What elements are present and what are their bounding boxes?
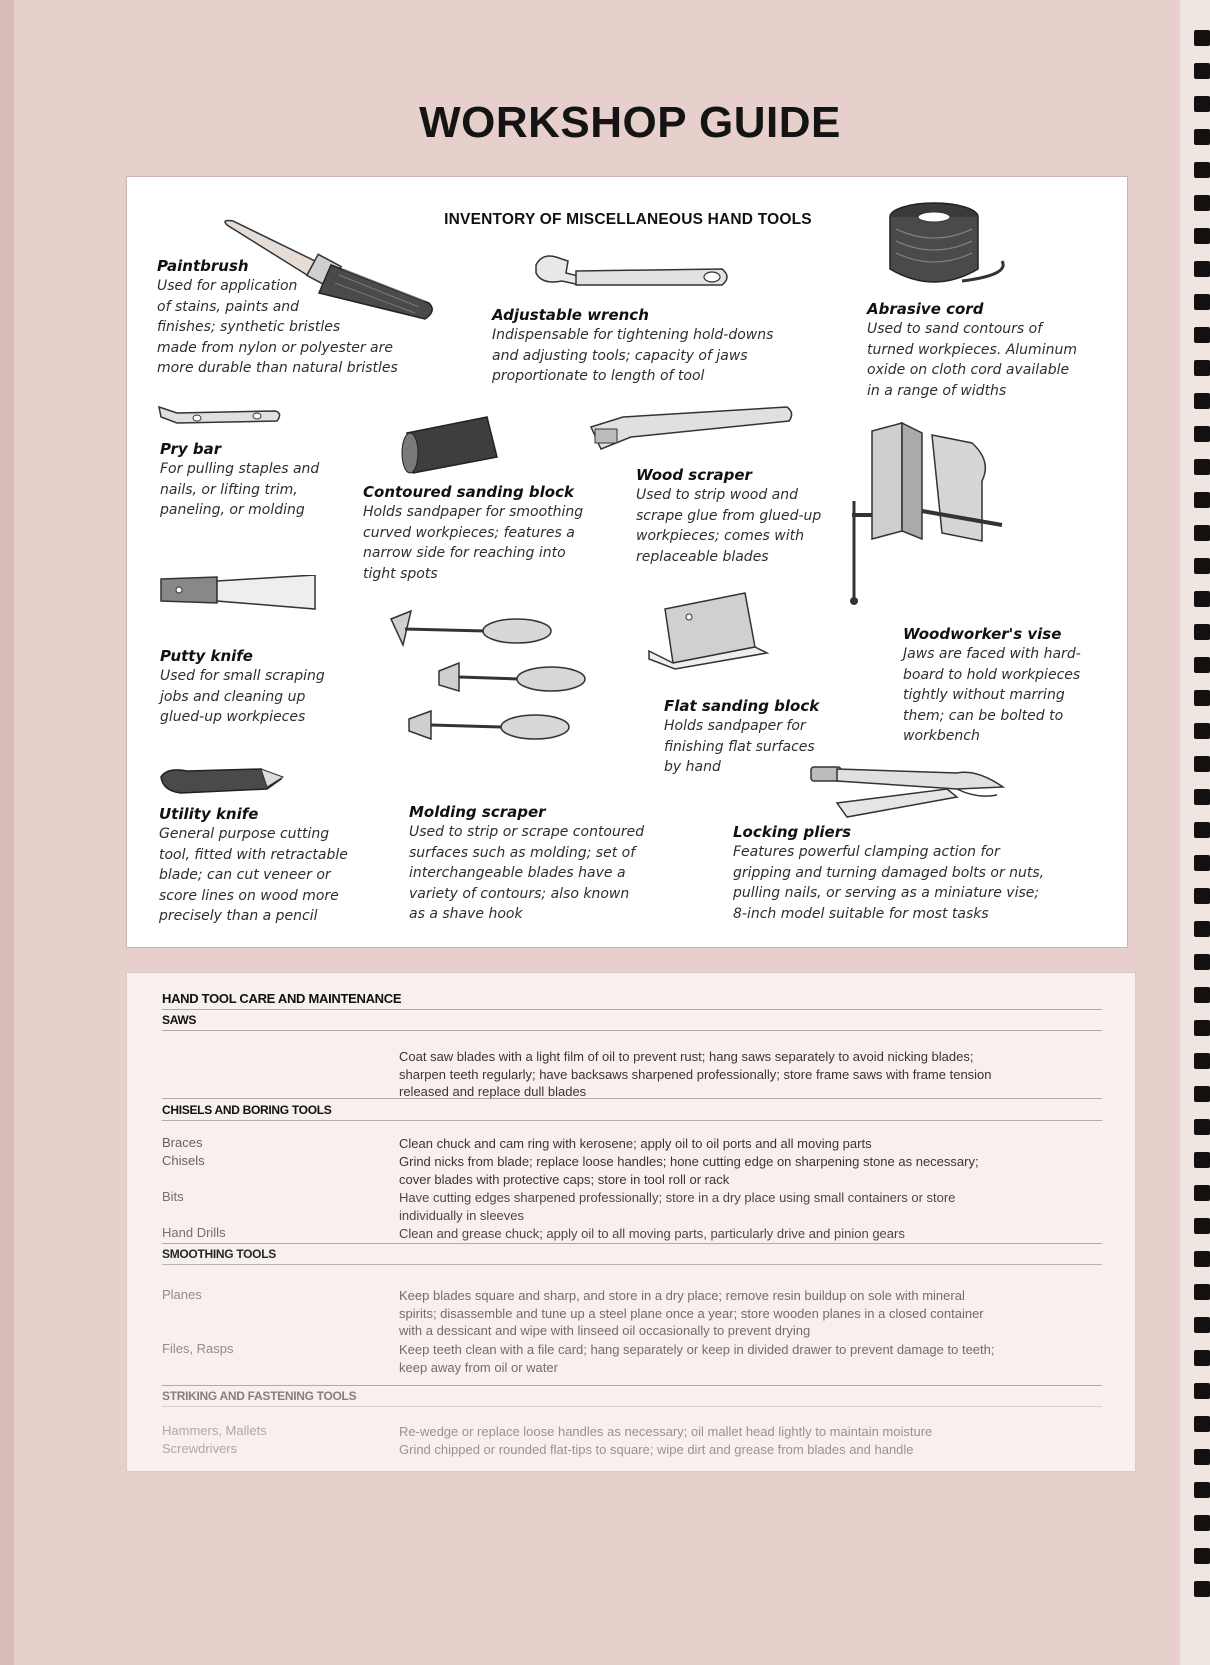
care-text-screwdrivers: Grind chipped or rounded flat-tips to square; wipe dirt and grease from blades and handle: [399, 1442, 914, 1457]
tool-description: Features powerful clamping action for gripping and turning damaged bolts or nuts, pulling nails, or serving as a miniature vise; 8-inch model suitable for most tasks: [733, 844, 1045, 922]
care-text-saws: Coat saw blades with a light film of oil to prevent rust; hang saws separately to avoid nicking blades; sharpen teeth regularly; have backsaws sharpened professionally; store frame saws with frame tension released and replace dull blades: [399, 1049, 992, 1099]
tool-label-bits: Bits: [162, 1189, 184, 1204]
binding-coil: [1194, 1416, 1210, 1432]
section-heading-striking: STRIKING AND FASTENING TOOLS: [162, 1389, 1102, 1407]
care-text-bits: Have cutting edges sharpened professionally; store in a dry place using small containers or store individually in sleeves: [399, 1190, 956, 1223]
tool-name: Utility knife: [159, 805, 259, 823]
care-maintenance-table: [126, 972, 1136, 1472]
tool-label-hammers-mallets: Hammers, Mallets: [162, 1423, 267, 1438]
binding-coil: [1194, 228, 1210, 244]
tool-name: Paintbrush: [157, 257, 249, 275]
binding-coil: [1194, 63, 1210, 79]
care-text-hand-drills: Clean and grease chuck; apply oil to all moving parts, particularly drive and pinion gears: [399, 1226, 905, 1241]
tool-description: Used to sand contours of turned workpieces. Aluminum oxide on cloth cord available in a range of widths: [867, 321, 1077, 399]
contoured-sanding-block-illustration: [397, 413, 507, 475]
binding-coil: [1194, 360, 1210, 376]
pry-bar-illustration: [157, 401, 287, 433]
binding-coil: [1194, 624, 1210, 640]
binding-coil: [1194, 30, 1210, 46]
tool-molding-scraper: [409, 803, 699, 925]
tool-label-chisels: Chisels: [162, 1153, 205, 1168]
binding-coil: [1194, 1152, 1210, 1168]
binding-coil: [1194, 888, 1210, 904]
binding-coil: [1194, 1482, 1210, 1498]
binding-coil: [1194, 558, 1210, 574]
care-text-planes: Keep blades square and sharp, and store in a dry place; remove resin buildup on sole with mineral spirits; disassemble and tune up a steel plane once a year; store wooden planes in a closed container with a dessicant and wipe with linseed oil occasionally to prevent drying: [399, 1288, 984, 1338]
tool-label-braces: Braces: [162, 1135, 203, 1150]
binding-coil: [1194, 1020, 1210, 1036]
binding-coil: [1194, 294, 1210, 310]
binding-coil: [1194, 96, 1210, 112]
adjustable-wrench-illustration: [532, 251, 732, 301]
divider: [162, 1098, 1102, 1099]
binding-coil: [1194, 525, 1210, 541]
section-heading-saws: SAWS: [162, 1013, 1102, 1031]
tool-name: Putty knife: [160, 647, 253, 665]
binding-coil: [1194, 393, 1210, 409]
binding-coil: [1194, 1515, 1210, 1531]
utility-knife-illustration: [157, 765, 287, 799]
binding-coil: [1194, 723, 1210, 739]
divider: [162, 1009, 1102, 1010]
tool-contoured-sanding-block: [363, 483, 613, 584]
flat-sanding-block-illustration: [645, 589, 775, 671]
tool-description: For pulling staples and nails, or lifting trim, paneling, or molding: [160, 461, 320, 518]
inventory-title: INVENTORY OF MISCELLANEOUS HAND TOOLS: [444, 211, 812, 228]
binding-coil: [1194, 855, 1210, 871]
care-table-title: HAND TOOL CARE AND MAINTENANCE: [162, 991, 402, 1006]
tool-label-screwdrivers: Screwdrivers: [162, 1441, 238, 1456]
tool-locking-pliers: [733, 823, 1113, 924]
tool-description: Used to strip wood and scrape glue from glued-up workpieces; comes with replaceable blades: [636, 487, 822, 565]
binding-coil: [1194, 426, 1210, 442]
tool-description: Used for application of stains, paints and finishes; synthetic bristles made from nylon or polyester are more durable than natural bristles: [157, 278, 398, 376]
binding-coil: [1194, 954, 1210, 970]
tool-label-hand-drills: Hand Drills: [162, 1225, 226, 1240]
abrasive-cord-illustration: [882, 195, 1012, 305]
tool-name: Wood scraper: [636, 466, 752, 484]
section-heading-smoothing: SMOOTHING TOOLS: [162, 1247, 1102, 1265]
tool-description: Used to strip or scrape contoured surfaces such as molding; set of interchangeable blades have a variety of contours; also known as a shave hook: [409, 824, 645, 922]
tool-woodworkers-vise: [903, 625, 1118, 747]
tool-description: Holds sandpaper for finishing flat surfaces by hand: [664, 718, 815, 775]
tool-name: Woodworker's vise: [903, 625, 1062, 643]
tool-description: Indispensable for tightening hold-downs and adjusting tools; capacity of jaws proportionate to length of tool: [492, 327, 774, 384]
binding-coil: [1194, 756, 1210, 772]
spiral-binding: [1180, 0, 1210, 1665]
binding-coil: [1194, 459, 1210, 475]
binding-coil: [1194, 162, 1210, 178]
binding-coil: [1194, 657, 1210, 673]
tool-description: General purpose cutting tool, fitted with retractable blade; can cut veneer or score lines on wood more precisely than a pencil: [159, 826, 348, 924]
tool-flat-sanding-block: [664, 697, 864, 778]
care-text-chisels: Grind nicks from blade; replace loose handles; hone cutting edge on sharpening stone as necessary; cover blades with protective caps; store in tool roll or rack: [399, 1154, 979, 1187]
care-text-files-rasps: Keep teeth clean with a file card; hang separately or keep in divided drawer to prevent damage to teeth; keep away from oil or water: [399, 1342, 995, 1375]
tool-description: Jaws are faced with hard- board to hold workpieces tightly without marring them; can be bolted to workbench: [903, 646, 1081, 744]
care-text-hammers-mallets: Re-wedge or replace loose handles as necessary; oil mallet head lightly to maintain moisture: [399, 1424, 933, 1439]
binding-coil: [1194, 1284, 1210, 1300]
tool-label-planes: Planes: [162, 1287, 202, 1302]
binding-coil: [1194, 921, 1210, 937]
page-title: WORKSHOP GUIDE: [419, 98, 841, 147]
tool-name: Molding scraper: [409, 803, 546, 821]
tool-paintbrush: [157, 257, 457, 379]
putty-knife-illustration: [159, 575, 319, 611]
binding-coil: [1194, 591, 1210, 607]
page-spine-edge: [0, 0, 14, 1665]
divider: [162, 1243, 1102, 1244]
binding-coil: [1194, 195, 1210, 211]
inventory-panel: [126, 176, 1128, 948]
tool-name: Locking pliers: [733, 823, 852, 841]
binding-coil: [1194, 1317, 1210, 1333]
tool-putty-knife: [160, 647, 360, 728]
divider: [162, 1385, 1102, 1386]
wood-scraper-illustration: [587, 403, 797, 453]
binding-coil: [1194, 1350, 1210, 1366]
tool-utility-knife: [159, 805, 399, 927]
binding-coil: [1194, 1449, 1210, 1465]
binding-coil: [1194, 1383, 1210, 1399]
binding-coil: [1194, 789, 1210, 805]
binding-coil: [1194, 1086, 1210, 1102]
binding-coil: [1194, 1053, 1210, 1069]
tool-label-files-rasps: Files, Rasps: [162, 1341, 234, 1356]
tool-adjustable-wrench: [492, 306, 832, 387]
binding-coil: [1194, 1581, 1210, 1597]
binding-coil: [1194, 822, 1210, 838]
tool-name: Pry bar: [160, 440, 222, 458]
tool-name: Contoured sanding block: [363, 483, 574, 501]
care-text-braces: Clean chuck and cam ring with kerosene; apply oil to oil ports and all moving parts: [399, 1136, 872, 1151]
binding-coil: [1194, 327, 1210, 343]
tool-description: Used for small scraping jobs and cleaning up glued-up workpieces: [160, 668, 325, 725]
binding-coil: [1194, 987, 1210, 1003]
tool-name: Adjustable wrench: [492, 306, 649, 324]
tool-wood-scraper: [636, 466, 856, 567]
tool-pry-bar: [160, 440, 360, 521]
binding-coil: [1194, 1119, 1210, 1135]
tool-abrasive-cord: [867, 300, 1117, 401]
woodworkers-vise-illustration: [842, 421, 1012, 611]
binding-coil: [1194, 690, 1210, 706]
binding-coil: [1194, 1251, 1210, 1267]
tool-name: Abrasive cord: [867, 300, 984, 318]
binding-coil: [1194, 492, 1210, 508]
binding-coil: [1194, 1218, 1210, 1234]
binding-coil: [1194, 1548, 1210, 1564]
binding-coil: [1194, 129, 1210, 145]
molding-scraper-illustration: [389, 607, 589, 767]
binding-coil: [1194, 261, 1210, 277]
tool-description: Holds sandpaper for smoothing curved workpieces; features a narrow side for reaching into tight spots: [363, 504, 584, 582]
binding-coil: [1194, 1185, 1210, 1201]
section-heading-chisels: CHISELS AND BORING TOOLS: [162, 1103, 1102, 1121]
tool-name: Flat sanding block: [664, 697, 820, 715]
